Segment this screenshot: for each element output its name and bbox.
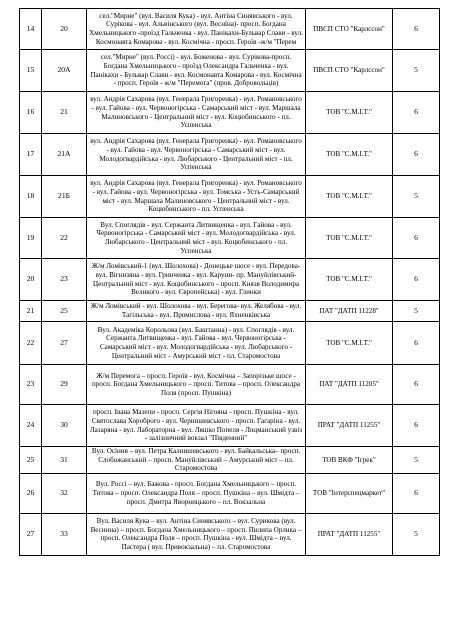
table-row xyxy=(20,322,440,365)
vehicle-count-cell: 6 xyxy=(393,134,440,176)
route-description-cell: Вул. Академіка Корольова (вул. Баштанна) - вул. Споглядів - вул. Сержанта Литвищенка - вул. Гайова - вул. Червоногірська - Самарський міст - вул. Молодогвардійська - вул. Любарського - Центральний міст - Амурський міст - пл. Старомостова xyxy=(87,322,306,365)
route-number-cell: 20А xyxy=(42,50,87,92)
vehicle-count-cell: 6 xyxy=(393,473,440,513)
route-number-cell: 25 xyxy=(42,301,87,322)
table-row xyxy=(20,405,440,447)
table-row xyxy=(20,447,440,474)
vehicle-count-cell: 5 xyxy=(393,176,440,218)
route-number-cell: 32 xyxy=(42,473,87,513)
vehicle-count-cell: 6 xyxy=(393,365,440,405)
route-number-cell: 31 xyxy=(42,447,87,474)
carrier-cell: ТОВ "С.М.І.Т." xyxy=(306,134,393,176)
vehicle-count-cell: 6 xyxy=(393,218,440,259)
row-number-cell: 14 xyxy=(20,9,42,50)
row-number-cell: 15 xyxy=(20,50,42,92)
vehicle-count-cell: 5 xyxy=(393,513,440,555)
table-row xyxy=(20,259,440,301)
carrier-cell: ПАТ "ДАТП 11205" xyxy=(306,365,393,405)
table-row xyxy=(20,50,440,92)
row-number-cell: 23 xyxy=(20,365,42,405)
route-description-cell: Ж/м Ломівський - вул. Шолохова - вул. Берегова- вул. Желябова - вул. Тагільська - вул. Промислова - вул. Яхненківська xyxy=(87,301,306,322)
route-description-cell: Вул. Осіння – вул. Петра Калнишевського - вул. Байкальська– просп. Слобожанський – просп. Мануйлівський – Амурський міст – пл. Старомостова xyxy=(87,447,306,474)
table-row xyxy=(20,218,440,259)
table-row xyxy=(20,176,440,218)
route-description-cell: Ж/м Перемога – просп. Героїв - вул. Космічна – Запорізьке шосе - просп. Богдана Хмельницького – просп. Титова – просп. Олександра Поля (просп. Пушкіна) xyxy=(87,365,306,405)
table-row xyxy=(20,134,440,176)
row-number-cell: 19 xyxy=(20,218,42,259)
vehicle-count-cell: 5 xyxy=(393,50,440,92)
route-description-cell: вул. Андрія Сахарова (вул. Генерала Григоренка) - вул. Романовського - вул. Гайова - вул. Червоногірська - вул. Томська - Усть-Самарський міст - вул. Маршала Малиновського - Центральний міст - вул. Коцюбинського - пл. Успенська xyxy=(87,176,306,218)
vehicle-count-cell: 6 xyxy=(393,322,440,365)
carrier-cell: ПАТ "ДАТП 11228" xyxy=(306,301,393,322)
carrier-cell: ТОВ ВКФ "Ігрек" xyxy=(306,447,393,474)
route-number-cell: 21А xyxy=(42,134,87,176)
routes-table xyxy=(19,8,440,556)
carrier-cell: ТОВ "С.М.І.Т." xyxy=(306,218,393,259)
route-description-cell: Вул. Споглядів - вул. Сержанта Литвищенка - вул. Гайова - вул. Червоногірська - Самарський міст - вул. Молодогвардійська - вул. Любарського - Центральний міст - вул. Коцюбинського - пл. Успенська xyxy=(87,218,306,259)
carrier-cell: ТОВ "С.М.І.Т." xyxy=(306,322,393,365)
route-number-cell: 20 xyxy=(42,9,87,50)
carrier-cell: ПВСП СТО "Карлссон" xyxy=(306,50,393,92)
vehicle-count-cell: 5 xyxy=(393,447,440,474)
row-number-cell: 27 xyxy=(20,513,42,555)
route-number-cell: 23 xyxy=(42,259,87,301)
vehicle-count-cell: 6 xyxy=(393,405,440,447)
routes-table-body xyxy=(20,9,440,556)
table-row xyxy=(20,365,440,405)
table-row xyxy=(20,473,440,513)
route-number-cell: 33 xyxy=(42,513,87,555)
row-number-cell: 20 xyxy=(20,259,42,301)
vehicle-count-cell: 6 xyxy=(393,9,440,50)
carrier-cell: ПРАТ "ДАТП 11255" xyxy=(306,405,393,447)
route-number-cell: 29 xyxy=(42,365,87,405)
vehicle-count-cell: 6 xyxy=(393,259,440,301)
table-row xyxy=(20,9,440,50)
carrier-cell: ТОВ "С.М.І.Т." xyxy=(306,176,393,218)
route-number-cell: 27 xyxy=(42,322,87,365)
row-number-cell: 21 xyxy=(20,301,42,322)
route-description-cell: просп. Івана Мазепи - просп. Сергія Нігояна - просп. Пушкіна - вул. Святослава Хороброго - вул. Чернишевського - просп. Гагаріна - вул. Лазаряна - вул. Лабораторна - вул. Ляшко Попеля - Лоцманський узвіз - залізничний вокзал "Південний" xyxy=(87,405,306,447)
route-number-cell: 30 xyxy=(42,405,87,447)
row-number-cell: 25 xyxy=(20,447,42,474)
carrier-cell: ПРАТ "ДАТП 11255" xyxy=(306,513,393,555)
row-number-cell: 16 xyxy=(20,92,42,134)
vehicle-count-cell: 6 xyxy=(393,92,440,134)
carrier-cell: ТОВ "С.М.І.Т." xyxy=(306,259,393,301)
carrier-cell: ТОВ "С.М.І.Т." xyxy=(306,92,393,134)
route-description-cell: Ж/м Ломівський-1 (вул. Шолохова) - Донецьке шосе - вул. Передова- вул. Вігнизяна - вул. Гринченка - вул. Каруни- пр. Мануйлівський- Центральний міст - вул. Коцюбинського - просп. Князя Володимира Великого - вул. Європейська) - вул. Глинки xyxy=(87,259,306,301)
route-description-cell: вул. Андрія Сахарова (вул. Генерала Григоренка) - вул. Романовського - вул. Гайова - вул. Червоногірська - Самарський міст - вул. Молодогвардійська - вул. Любарського - Центральний міст - пл. Успенська xyxy=(87,134,306,176)
route-description-cell: сел."Мирне" (вул. Василя Кука) - вул. Антіна Синявського - вул. Сурікова - вул. Альвінського (вул. Веснїна)- просп. Богдана Хмельницького -проїзд Гальченка - вул. Панікахи-Бульвар Слави - вул. Космонавта Комарова - вул. Космічна - просп. Героїв -ж/м "Перем xyxy=(87,9,306,50)
carrier-cell: ПВСП СТО "Карлссон" xyxy=(306,9,393,50)
row-number-cell: 26 xyxy=(20,473,42,513)
vehicle-count-cell: 5 xyxy=(393,301,440,322)
row-number-cell: 18 xyxy=(20,176,42,218)
table-row xyxy=(20,92,440,134)
row-number-cell: 22 xyxy=(20,322,42,365)
table-row xyxy=(20,301,440,322)
row-number-cell: 17 xyxy=(20,134,42,176)
route-description-cell: сел."Мирне" (вул. Россі) - вул. Боженова - вул. Сурікова-просп. Богдана Хмельницького - проїзд Олександра Гальченка - вул. Панікахи - Бульвар Слави - вул. Космонавта Комарова - вул. Космічна - просп. Героїв - ж/м "Перемога" (пров. Добровольців) xyxy=(87,50,306,92)
carrier-cell: ТОВ "Інтерспецмаркет" xyxy=(306,473,393,513)
route-number-cell: 22 xyxy=(42,218,87,259)
route-number-cell: 21Б xyxy=(42,176,87,218)
row-number-cell: 24 xyxy=(20,405,42,447)
route-description-cell: Вул. Россі – вул. Бажова - просп. Богдана Хмельницького – просп. Титова – просп. Олександра Поля – просп. Пушкіна – вул. Шмідта – просп. Дмитра Яворницького – пл. Вокзальна xyxy=(87,473,306,513)
route-number-cell: 21 xyxy=(42,92,87,134)
table-row xyxy=(20,513,440,555)
route-description-cell: Вул. Василя Кука – вул. Антіна Синявського – вул. Сурикова (вул. Веснина) – просп. Богдана Хмельницького – просп. Пилипа Орлика – просп. Олександра Поля – просп. Пушкіна - вул. Шмідта – вул. Пастера ( вул. Привокзальна) – пл. Старомостова xyxy=(87,513,306,555)
route-description-cell: вул. Андрія Сахарова (вул. Генерала Григоренка) - вул. Романовського - вул. Гайова - вул. Червоногірська - Самарський міст - вул. Маршала Малиновського - Центральний міст - вул. Коцюбинського - пл. Успенська xyxy=(87,92,306,134)
